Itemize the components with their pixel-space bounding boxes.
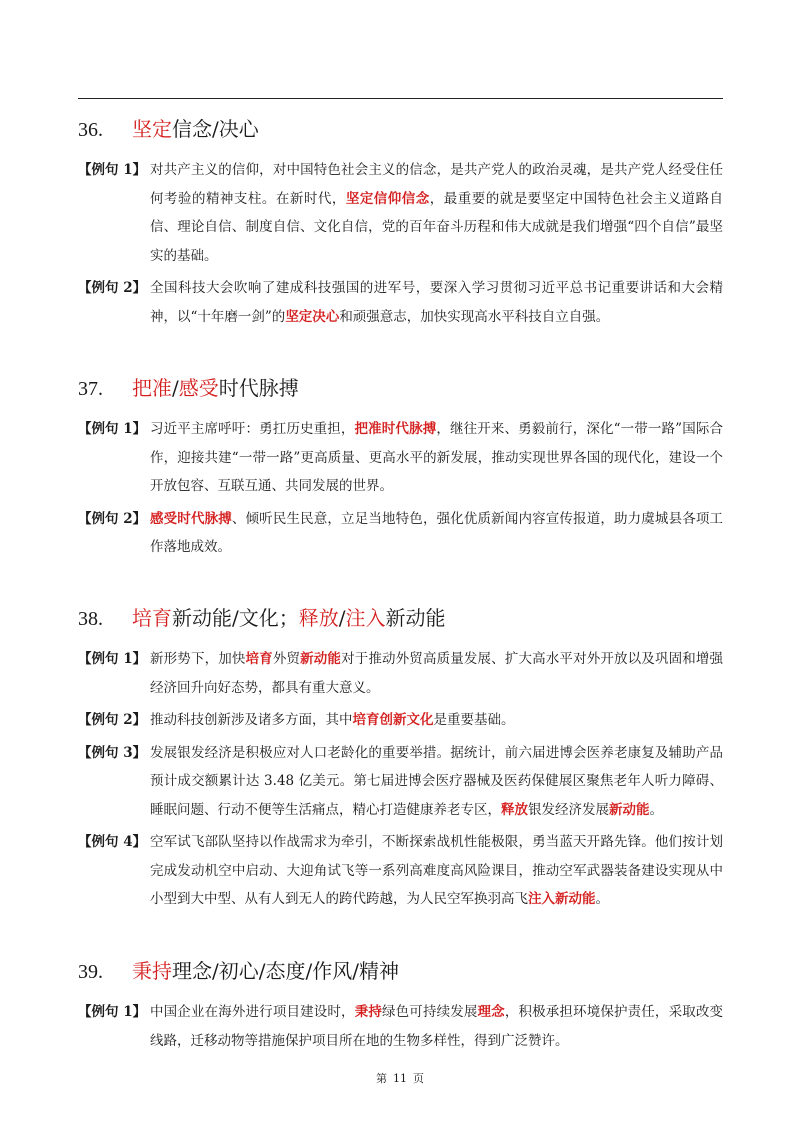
sentence-text: 中国企业在海外进行项目建设时， [150,1004,355,1020]
example-sentence [78,706,723,735]
heading-keyword: 坚定 [132,117,172,141]
heading-text: / [338,606,346,630]
example-sentence [78,998,723,1055]
heading-text: / [172,376,179,400]
heading-text: 信念/决心 [172,117,259,141]
section-number: 36. [78,119,103,141]
highlighted-phrase: 把准时代脉搏 [354,421,437,437]
top-rule [78,98,723,99]
heading-keyword: 培育 [132,606,172,630]
section-heading [78,957,723,986]
highlighted-phrase: 释放 [501,801,528,818]
heading-keyword: 感受 [178,376,219,400]
example-sentence [78,828,723,914]
sentence-text: 。 [649,801,663,818]
footer-suffix: 页 [413,1072,424,1085]
highlighted-phrase: 新动能 [300,651,342,667]
sentence-text: 银发经济发展 [528,801,609,818]
section-heading [78,374,723,403]
example-sentence [78,156,723,270]
example-tag: 【例句 1】 [78,162,147,178]
example-tag: 【例句 1】 [78,651,147,667]
page-number: 11 [393,1072,407,1085]
heading-text: 时代脉搏 [218,376,299,400]
highlighted-phrase: 理念 [477,1004,505,1020]
example-sentence [78,645,723,702]
sentence-text: 、倾听民生民意，立足当地特色，强化优质新闻内容宣传报道，助力虞城县各项工作落地成效。 [150,510,724,555]
section-number: 38. [78,608,103,630]
example-tag: 【例句 4】 [78,834,147,850]
sentence-text: ，继往开来、勇毅前行，深化“一带一路”国际合作，迎接共建“一带一路”更高质量、更高水平的新发展，推动实现世界各国的现代化，建设一个开放包容、互联互通、共同发展的世界。 [150,421,723,494]
highlighted-phrase: 培育创新文化 [352,712,434,728]
sentence-text: 全国科技大会吹响了建成科技强国的进军号，要深入学习贯彻习近平总书记重要讲话和大会精神，以“十年磨一剑”的 [150,280,723,325]
section-heading [78,115,723,144]
example-tag: 【例句 2】 [78,510,147,527]
example-tag: 【例句 2】 [78,712,147,728]
sentence-text: 新形势下，加快 [150,651,246,667]
example-sentence [78,505,723,562]
highlighted-phrase: 坚定决心 [285,308,340,325]
highlighted-phrase: 秉持 [354,1004,382,1020]
sentence-text: 发展银发经济是积极应对人口老龄化的重要举措。据统计，前六届进博会医养老康复及辅助产品预计成交额累计达 3.48 亿美元。第七届进博会医疗器械及医药保健展区聚焦老年人听力障碍、睡眠问题、行动不便等生活痛点，精心打造健康养老专区， [150,744,723,818]
sentence-text: ，最重要的就是要坚定中国特色社会主义道路自信、理论自信、制度自信、文化自信，党的百年奋斗历程和伟大成就是我们增强“四个自信”最坚实的基础。 [150,190,724,264]
example-tag: 【例句 1】 [78,421,147,437]
example-sentence [78,739,723,825]
heading-text: 新动能 [385,606,446,630]
section [78,604,723,918]
section [78,957,723,1059]
sentence-text: 。 [595,891,609,907]
heading-keyword: 秉持 [132,959,172,983]
highlighted-phrase: 培育 [245,651,273,667]
highlighted-phrase: 注入新动能 [528,891,596,907]
example-tag: 【例句 2】 [78,280,147,296]
section [78,115,723,335]
sentence-text: 对于推动外贸高质量发展、扩大高水平对外开放以及巩固和增强经济回升向好态势，都具有重大意义。 [150,651,724,696]
example-tag: 【例句 3】 [78,744,147,761]
sentence-text: 绿色可持续发展 [382,1004,478,1020]
sentence-text: 对共产主义的信仰，对中国特色社会主义的信念，是共产党人的政治灵魂，是共产党人经受住任何考验的精神支柱。在新时代， [150,162,723,207]
section-number: 37. [78,378,103,400]
page-footer [0,1070,800,1086]
sentence-text: 是重要基础。 [433,712,515,728]
highlighted-phrase: 坚定信仰信念 [345,190,430,207]
heading-keyword: 注入 [345,606,386,630]
sentence-text: 和顽强意志，加快实现高水平科技自立自强。 [339,308,610,325]
heading-keyword: 释放 [298,606,339,630]
section [78,374,723,566]
section-number: 39. [78,961,103,983]
section-heading [78,604,723,633]
footer-prefix: 第 [376,1072,387,1085]
heading-text: 新动能/文化； [172,606,299,630]
example-sentence [78,415,723,501]
heading-text: 理念/初心/态度/作风/精神 [172,959,399,983]
sentence-text: 推动科技创新涉及诸多方面，其中 [150,712,353,728]
example-tag: 【例句 1】 [78,1004,147,1020]
example-sentence [78,274,723,331]
highlighted-phrase: 感受时代脉搏 [150,510,232,527]
sentence-text: 习近平主席呼吁：勇扛历史重担， [150,421,355,437]
sentence-text: 空军试飞部队坚持以作战需求为牵引，不断探索战机性能极限，勇当蓝天开路先锋。他们按计划完成发动机空中启动、大迎角试飞等一系列高难度高风险课目，推动空军武器装备建设实现从中小型到大中型、从有人到无人的跨代跨越，为人民空军换羽高飞 [150,834,723,907]
heading-keyword: 把准 [132,376,172,400]
highlighted-phrase: 新动能 [609,801,650,818]
sentence-text: ，积极承担环境保护责任，采取改变线路，迁移动物等措施保护项目所在地的生物多样性，得到广泛赞许。 [150,1004,724,1049]
sentence-text: 外贸 [272,651,301,667]
